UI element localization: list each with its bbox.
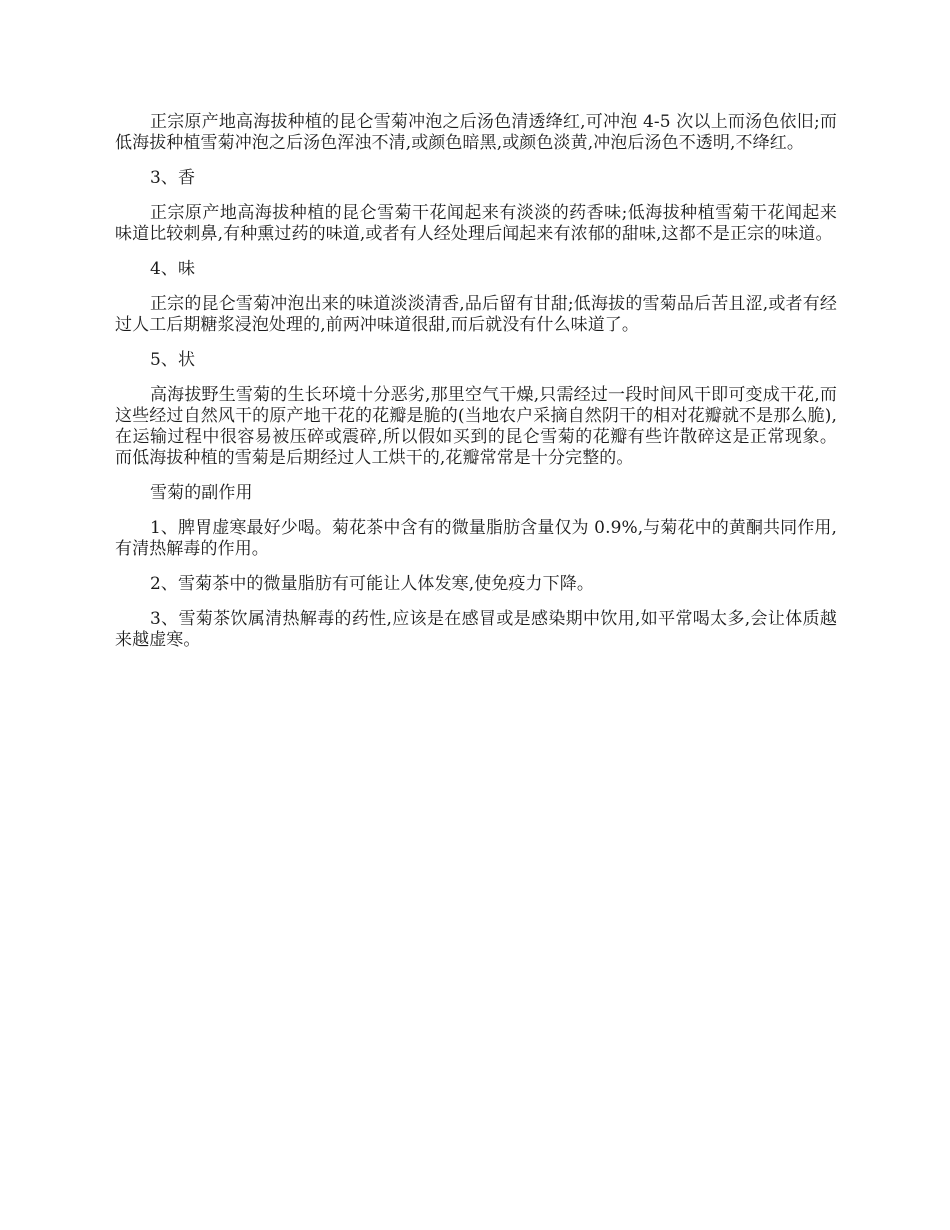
heading-taste: 4、味: [150, 259, 196, 279]
heading-shape: 5、状: [150, 350, 196, 370]
paragraph-taste: 正宗的昆仑雪菊冲泡出来的味道淡淡清香,品后留有甘甜;低海拔的雪菊品后苦且涩,或者有经过人工后期糖浆浸泡处理的,前两冲味道很甜,而后就没有什么味道了。: [115, 294, 837, 335]
paragraph-side-effect-3: 3、雪菊茶饮属清热解毒的药性,应该是在感冒或是感染期中饮用,如平常喝太多,会让体质越来越虚寒。: [115, 609, 837, 650]
paragraph-fragrance: 正宗原产地高海拔种植的昆仑雪菊干花闻起来有淡淡的药香味;低海拔种植雪菊干花闻起来味道比较刺鼻,有种熏过药的味道,或者有人经处理后闻起来有浓郁的甜味,这都不是正宗的味道。: [115, 203, 837, 244]
paragraph-side-effect-1: 1、脾胃虚寒最好少喝。菊花茶中含有的微量脂肪含量仅为 0.9%,与菊花中的黄酮共同作用,有清热解毒的作用。: [115, 518, 837, 559]
paragraph-soup-color: 正宗原产地高海拔种植的昆仑雪菊冲泡之后汤色清透绛红,可冲泡 4-5 次以上而汤色依旧;而低海拔种植雪菊冲泡之后汤色浑浊不清,或颜色暗黑,或颜色淡黄,冲泡后汤色不透明,不绛红。: [115, 112, 837, 153]
document-body: [115, 112, 837, 665]
heading-side-effects: 雪菊的副作用: [150, 483, 253, 503]
paragraph-shape: 高海拔野生雪菊的生长环境十分恶劣,那里空气干燥,只需经过一段时间风干即可变成干花,而这些经过自然风干的原产地干花的花瓣是脆的(当地农户采摘自然阴干的相对花瓣就不是那么脆),在运输过程中很容易被压碎或震碎,所以假如买到的昆仑雪菊的花瓣有些许散碎这是正常现象。 而低海拔种植的雪菊是后期经过人工烘干的,花瓣常常是十分完整的。: [115, 385, 837, 468]
paragraph-side-effect-2: 2、雪菊茶中的微量脂肪有可能让人体发寒,使免疫力下降。: [150, 574, 594, 594]
heading-fragrance: 3、香: [150, 168, 196, 188]
